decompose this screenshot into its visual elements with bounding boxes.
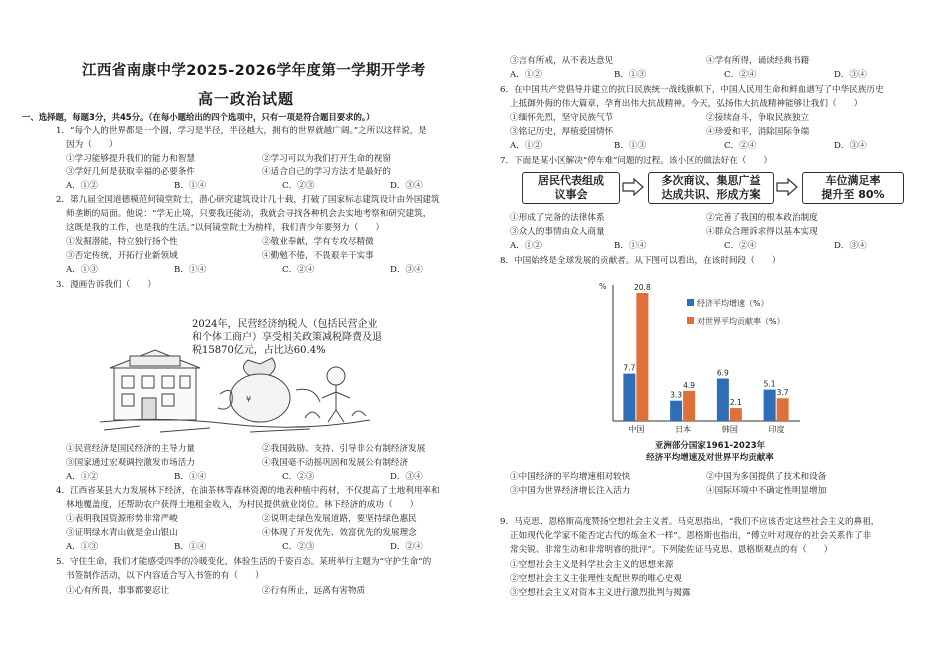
chart-y-unit: % [599, 282, 607, 291]
q5-statement-3: ③言有所戒，从不表达意见 [510, 56, 614, 66]
q7-option-d[interactable]: D．③④ [834, 241, 867, 251]
q1-statement-3: ③学好几何是获取幸福的必要条件 [66, 167, 195, 177]
q9-stem-line1: 9．马克思、恩格斯高度赞扬空想社会主义者。马克思指出，“我们不应该否定这些社会主义的鼻祖， [500, 517, 880, 527]
flow-step-3 [802, 172, 904, 204]
chart-data-label: 6.9 [716, 368, 729, 378]
q1-stem-line2: 因为（ ） [66, 140, 118, 150]
q6-option-d[interactable]: D．③④ [834, 141, 867, 151]
chart-data-label: 2.1 [729, 398, 742, 408]
exam-subtitle: 高一政治试题 [198, 90, 295, 108]
chart-category-label: 日本 [675, 425, 692, 434]
q2-stem-line1: 2．第九届全国道德模范何镜堂院士，潜心研究建筑设计几十载，打破了国家标志建筑设计由外国建筑 [56, 195, 440, 205]
q1-option-b[interactable]: B．①④ [174, 181, 207, 191]
flow-step-3-line1: 车位满足率 [825, 174, 881, 188]
q9-stem-line3: 常尖锐、非常生动和非常明睿的批评”。下列能佐证马克思、恩格斯观点的有（ ） [510, 545, 833, 555]
chart-category-label: 中国 [628, 425, 645, 434]
chart-bar-growth-2 [717, 379, 729, 421]
flow-step-2-line2: 达成共识、形成方案 [661, 188, 761, 201]
chart-bar-contribution-2 [730, 408, 742, 421]
legend-swatch-1 [687, 317, 694, 324]
q6-option-b[interactable]: B．①③ [614, 141, 647, 151]
flow-step-1-line1: 居民代表组成 [538, 174, 604, 188]
q8-statement-2: ②中国为多国提供了技术和设备 [706, 472, 827, 482]
q6-option-c[interactable]: C．②④ [724, 141, 757, 151]
q3-stem: 3．漫画告诉我们（ ） [56, 280, 156, 290]
flow-step-1-line2: 议事会 [554, 188, 588, 201]
q3-statement-3: ③国家通过宏观调控激发市场活力 [66, 458, 195, 468]
chart-bar-growth-0 [623, 374, 635, 421]
q4-statement-4: ④体现了开发优先、效富优先的发展理念 [262, 528, 417, 538]
chart-bar-contribution-0 [636, 293, 648, 421]
q6-statement-1: ①缅怀先烈，坚守民族气节 [510, 113, 614, 123]
legend-label-1: 对世界平均贡献率（%） [697, 317, 785, 326]
q4-option-d[interactable]: D．②④ [390, 542, 423, 552]
q2-statement-1: ①发掘潜能，特立独行扬个性 [66, 237, 178, 247]
q5-option-a[interactable]: A．①② [510, 70, 542, 80]
q3-statement-2: ②我国鼓励、支持、引导非公有制经济发展 [262, 444, 426, 454]
cartoon-caption-line1: 2024年，民营经济纳税人（包括民营企业 [192, 319, 378, 330]
q4-stem-line1: 4．江西省某县大力发展林下经济，在油茶林等森林资源的地表种植中药材，不仅提高了土地利用率和 [56, 486, 440, 496]
flow-arrow-2 [776, 178, 798, 196]
section-header: 一、选择题，每题3分，共45分。（在每小题给出的四个选项中，只有一项是符合题目要求的。） [22, 112, 375, 122]
q3-statement-4: ④我国毫不动摇巩固和发展公有制经济 [262, 458, 409, 468]
q4-statement-1: ①表明我国资源形势非常严峻 [66, 514, 178, 524]
chart-caption-line1: 亚洲部分国家1961-2023年 [654, 441, 766, 451]
q8-stem: 8．中国始终是全球发展的贡献者。从下图可以看出，在该时间段（ ） [500, 256, 781, 266]
q3-cartoon [100, 298, 380, 438]
q5-statement-4: ④学有所得，诵读经典书籍 [706, 56, 810, 66]
q2-option-b[interactable]: B．①④ [174, 265, 207, 275]
q2-option-c[interactable]: C．②④ [282, 265, 315, 275]
flow-step-2 [648, 172, 774, 204]
q5-stem-line2: 书签制作活动，以下内容适合写入书签的有（ ） [66, 571, 264, 581]
q1-statement-4: ④适合自己的学习方法才是最好的 [262, 167, 391, 177]
flow-arrow-1 [622, 178, 644, 196]
q5-option-c[interactable]: C．②④ [724, 70, 757, 80]
q7-statement-4: ④群众合理诉求得以基本实现 [706, 227, 818, 237]
legend-swatch-0 [687, 299, 694, 306]
chart-data-label: 20.8 [634, 283, 651, 292]
q6-statement-2: ②接续奋斗，争取民族独立 [706, 113, 810, 123]
cartoon-caption-line3: 税15870亿元，占比达60.4% [192, 345, 326, 356]
q8-statement-4: ④国际环境中不确定性明显增加 [706, 486, 827, 496]
chart-bar-growth-3 [764, 390, 776, 421]
q1-option-d[interactable]: D．③④ [390, 181, 423, 191]
q4-option-c[interactable]: C．②③ [282, 542, 315, 552]
q2-option-d[interactable]: D．③④ [390, 265, 423, 275]
q7-stem: 7．下面是某小区解决“停车难”问题的过程。该小区的做法好在（ ） [500, 156, 773, 166]
q9-statement-1: ①空想社会主义是科学社会主义的思想来源 [510, 560, 674, 570]
q8-bar-chart [595, 276, 825, 466]
flow-step-1 [522, 172, 620, 204]
q3-option-d[interactable]: D．③④ [390, 472, 423, 482]
flow-step-3-line2: 提升至 80% [821, 188, 885, 201]
q1-stem-line1: 1．“每个人的世界都是一个圆，学习是半径，半径越大，拥有的世界就越广阔。”之所以这样说，是 [56, 126, 427, 136]
q2-option-a[interactable]: A．①③ [66, 265, 98, 275]
q4-stem-line2: 林地覆盖度，还帮助农户获得土地租金收入，为村民提供就业岗位。林下经济的成功（ ） [66, 500, 419, 510]
q4-statement-3: ③证明绿水青山就是金山银山 [66, 528, 178, 538]
q3-option-c[interactable]: C．②③ [282, 472, 315, 482]
chart-bar-growth-1 [670, 401, 682, 421]
chart-category-label: 印度 [768, 425, 785, 434]
q7-statement-1: ①形成了完备的法律体系 [510, 213, 605, 223]
q5-option-d[interactable]: D．③④ [834, 70, 867, 80]
q3-statement-1: ①民营经济是国民经济的主导力量 [66, 444, 195, 454]
q1-statement-2: ②学习可以为我们打开生命的视窗 [262, 154, 391, 164]
q2-stem-line2: 师垄断的局面。他说：“学无止境，只要我还能动，我就会寻找各种机会去实地考察和研究建筑， [66, 209, 432, 219]
chart-data-label: 3.7 [776, 388, 789, 398]
q7-option-b[interactable]: B．①④ [614, 241, 647, 251]
flow-step-2-line1: 多次商议、集思广益 [661, 174, 761, 188]
q7-option-a[interactable]: A．①② [510, 241, 542, 251]
q2-statement-2: ②敬业奉献，学有专攻尽精微 [262, 237, 374, 247]
q7-statement-3: ③众人的事情由众人商量 [510, 227, 605, 237]
svg-text:¥: ¥ [246, 395, 252, 404]
chart-data-label: 3.3 [670, 390, 683, 400]
exam-title: 江西省南康中学2025-2026学年度第一学期开学考 [82, 63, 426, 79]
q4-statement-2: ②说明走绿色发展道路，要坚持绿色惠民 [262, 514, 417, 524]
q9-stem-line2: 正如现代化学家不能否定古代的炼金术一样”。恩格斯也指出，“傅立叶对现存的社会关系作了非 [510, 531, 872, 541]
q5-statement-2: ②行有所止，远离有害物质 [262, 586, 366, 596]
q6-option-a[interactable]: A．①② [510, 141, 542, 151]
legend-label-0: 经济平均增速（%） [697, 299, 769, 308]
q6-statement-3: ③铭记历史，厚植爱国情怀 [510, 127, 614, 137]
q4-option-a[interactable]: A．①③ [66, 542, 98, 552]
q2-statement-4: ④勤勉不倦，不畏艰辛干实事 [262, 251, 374, 261]
q1-statement-1: ①学习能够提升我们的能力和智慧 [66, 154, 195, 164]
chart-caption-line2: 经济平均增速及对世界平均贡献率 [646, 453, 774, 463]
chart-bar-contribution-3 [777, 398, 789, 421]
chart-bar-contribution-1 [683, 391, 695, 421]
q8-statement-1: ①中国经济的平均增速相对较快 [510, 472, 631, 482]
chart-data-label: 4.9 [683, 380, 696, 390]
q7-statement-2: ②完善了我国的根本政治制度 [706, 213, 818, 223]
chart-data-label: 7.7 [623, 363, 636, 373]
q2-stem-line3: 这既是我的工作，也是我的生活。”以何镜堂院士为榜样，我们青少年要努力（ ） [66, 223, 385, 233]
chart-category-label: 韩国 [721, 425, 738, 434]
q6-stem-line1: 6．在中国共产党倡导并建立的抗日民族统一战线旗帜下，中国人民用生命和鲜血谱写了中华民族历史 [500, 85, 884, 95]
q2-statement-3: ③否定传统，开拓行业新领域 [66, 251, 178, 261]
q7-option-c[interactable]: C．②④ [724, 241, 757, 251]
q5-statement-1: ①心有所畏，事事都要忍让 [66, 586, 170, 596]
q6-statement-4: ④珍爱和平，消除国际争端 [706, 127, 810, 137]
q3-option-b[interactable]: B．①④ [174, 472, 207, 482]
q1-option-c[interactable]: C．②③ [282, 181, 315, 191]
q9-statement-3: ③空想社会主义对资本主义进行激烈批判与揭露 [510, 588, 691, 598]
chart-data-label: 5.1 [763, 379, 776, 389]
q8-statement-3: ③中国为世界经济增长注入活力 [510, 486, 631, 496]
q5-stem-line1: 5．守住生命，我们才能感受四季的冷暖变化，体验生活的千姿百态。某班举行主题为“守护生命”的 [56, 557, 432, 567]
cartoon-caption-line2: 和个体工商户）享受相关政策减税降费及退 [192, 332, 382, 343]
q5-option-b[interactable]: B．①③ [614, 70, 647, 80]
q1-option-a[interactable]: A．①② [66, 181, 98, 191]
q6-stem-line2: 上抵御外侮的伟大篇章，孕育出伟大抗战精神。今天，弘扬伟大抗战精神能够让我们（ ） [510, 99, 863, 109]
q9-statement-2: ②空想社会主义主张理性支配世界的唯心史观 [510, 574, 682, 584]
q4-option-b[interactable]: B．①④ [174, 542, 207, 552]
q3-option-a[interactable]: A．①② [66, 472, 98, 482]
